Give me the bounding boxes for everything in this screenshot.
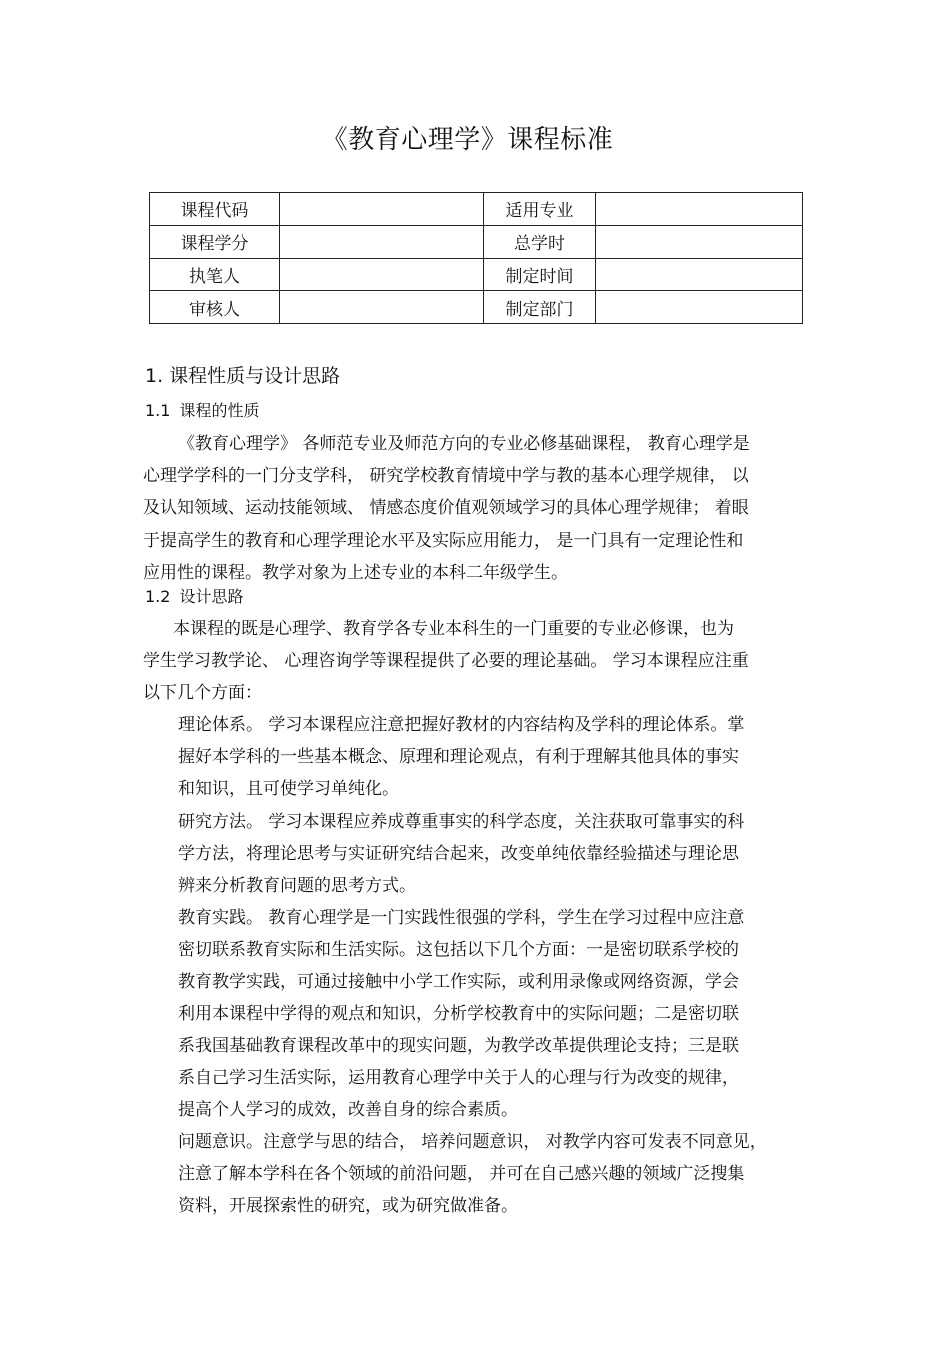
point-line: 系自己学习生活实际，运用教育心理学中关于人的心理与行为改变的规律，: [178, 1068, 739, 1088]
value-credits: [280, 225, 484, 258]
section-heading: 1. 课程性质与设计思路: [145, 365, 341, 387]
point-line: 密切联系教育实际和生活实际。这包括以下几个方面：一是密切联系学校的: [178, 940, 739, 960]
subsection-heading-1-1: [145, 400, 259, 422]
point-line: 学方法，将理论思考与实证研究结合起来，改变单纯依靠经验描述与理论思: [178, 844, 739, 864]
point-line: 提高个人学习的成效，改善自身的综合素质。: [178, 1100, 518, 1120]
paragraph-line: 学生学习教学论、 心理咨询学等课程提供了必要的理论基础。 学习本课程应注重: [143, 651, 749, 671]
paragraph-line: 心理学学科的一门分支学科， 研究学校教育情境中学与教的基本心理学规律， 以: [143, 466, 749, 486]
value-department: [596, 291, 803, 324]
label-reviewer: 审核人: [150, 291, 280, 324]
value-date: [596, 258, 803, 291]
value-major: [596, 193, 803, 226]
point-line: 理论体系。 学习本课程应注意把握好教材的内容结构及学科的理论体系。掌: [178, 715, 745, 735]
value-reviewer: [280, 291, 484, 324]
paragraph-line: 及认知领域、运动技能领域、 情感态度价值观领域学习的具体心理学规律； 着眼: [143, 498, 749, 518]
table-row: [150, 291, 803, 324]
table-row: [150, 193, 803, 226]
point-line: 辨来分析教育问题的思考方式。: [178, 876, 416, 896]
point-line: 利用本课程中学得的观点和知识，分析学校教育中的实际问题；二是密切联: [178, 1004, 739, 1024]
label-author: 执笔人: [150, 258, 280, 291]
table-row: [150, 258, 803, 291]
point-line: 系我国基础教育课程改革中的现实问题，为教学改革提供理论支持；三是联: [178, 1036, 739, 1056]
point-line: 问题意识。注意学与思的结合， 培养问题意识， 对教学内容可发表不同意见，: [178, 1132, 767, 1152]
point-line: 注意了解本学科在各个领域的前沿问题， 并可在自己感兴趣的领域广泛搜集: [178, 1164, 745, 1184]
point-line: 握好本学科的一些基本概念、原理和理论观点，有利于理解其他具体的事实: [178, 747, 739, 767]
value-author: [280, 258, 484, 291]
paragraph-line: 应用性的课程。教学对象为上述专业的本科二年级学生。: [143, 563, 568, 583]
subsection-number: 1.1: [145, 401, 171, 420]
label-department: 制定部门: [484, 291, 596, 324]
value-total-hours: [596, 225, 803, 258]
subsection-title: 课程的性质: [179, 401, 260, 420]
point-line: 研究方法。 学习本课程应养成尊重事实的科学态度，关注获取可靠事实的科: [178, 812, 745, 832]
point-line: 和知识，且可使学习单纯化。: [178, 779, 399, 799]
document-title: 《教育心理学》课程标准: [321, 125, 614, 155]
point-line: 教育实践。 教育心理学是一门实践性很强的学科，学生在学习过程中应注意: [178, 908, 745, 928]
subsection-heading-1-2: [145, 586, 243, 608]
table-row: [150, 225, 803, 258]
paragraph-line: 《教育心理学》 各师范专业及师范方向的专业必修基础课程， 教育心理学是: [178, 434, 750, 454]
paragraph-line: 以下几个方面：: [143, 683, 262, 703]
label-credits: 课程学分: [150, 225, 280, 258]
label-date: 制定时间: [484, 258, 596, 291]
label-major: 适用专业: [484, 193, 596, 226]
paragraph-line: 于提高学生的教育和心理学理论水平及实际应用能力， 是一门具有一定理论性和: [143, 531, 744, 551]
label-total-hours: 总学时: [484, 225, 596, 258]
value-course-code: [280, 193, 484, 226]
point-line: 资料，开展探索性的研究，或为研究做准备。: [178, 1196, 518, 1216]
subsection-number: 1.2: [145, 587, 171, 606]
point-line: 教育教学实践，可通过接触中小学工作实际，或利用录像或网络资源，学会: [178, 972, 739, 992]
label-course-code: 课程代码: [150, 193, 280, 226]
paragraph-line: 本课程的既是心理学、教育学各专业本科生的一门重要的专业必修课，也为: [173, 619, 734, 639]
course-info-table: [149, 192, 803, 324]
subsection-title: 设计思路: [179, 587, 244, 606]
